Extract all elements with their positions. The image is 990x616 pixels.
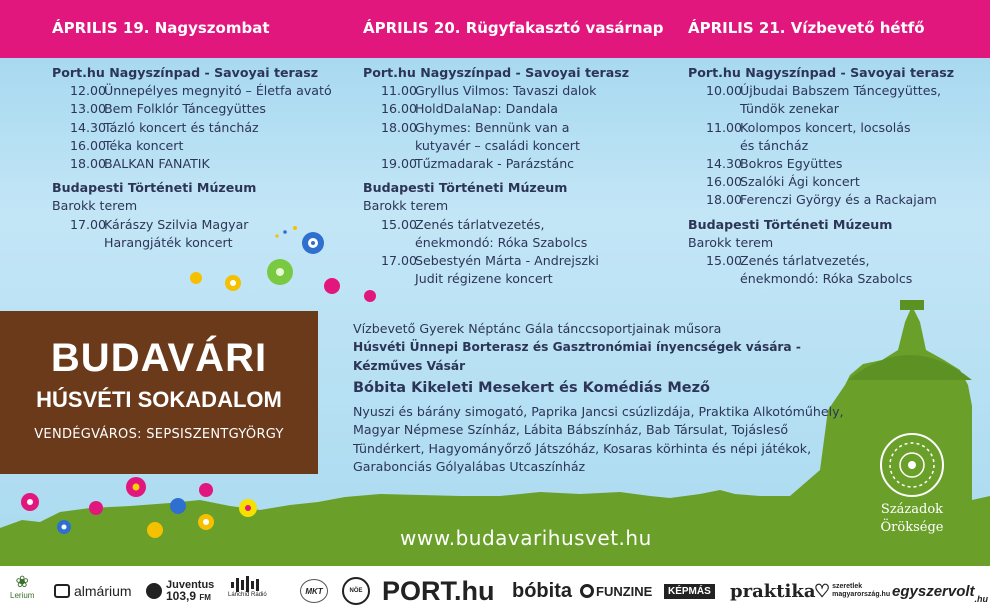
event-description [415, 100, 629, 118]
event-time: 18.00 [706, 192, 743, 208]
day2-stage-events [363, 82, 629, 173]
event-item [52, 216, 332, 252]
event-line: Tűzmadarak - Parázstánc [415, 156, 575, 172]
event-description [415, 216, 629, 252]
event-item [363, 252, 629, 288]
event-item [52, 82, 332, 100]
day2-venue-heading: Budapesti Történeti Múzeum [363, 180, 568, 196]
event-description [415, 119, 629, 155]
bobita-logo-icon: bóbita [512, 579, 572, 602]
event-description [740, 82, 954, 118]
event-time: 18.00 [70, 156, 107, 172]
sponsor-kepmas[interactable] [664, 578, 715, 604]
event-line: Szalóki Ági koncert [740, 174, 860, 190]
event-line: HoldDalaNap: Dandala [415, 101, 559, 117]
event-item [688, 82, 954, 118]
day3-venue-heading: Budapesti Történeti Múzeum [688, 216, 893, 232]
day1-venue-events [52, 216, 332, 252]
event-time: 16.00 [706, 174, 743, 190]
event-line: és táncház [740, 137, 809, 153]
day3-stage-heading: Port.hu Nagyszínpad - Savoyai terasz [688, 65, 955, 80]
day1-venue-heading: Budapesti Történeti Múzeum [52, 180, 257, 196]
event-item [363, 119, 629, 155]
day2-stage-heading: Port.hu Nagyszínpad - Savoyai terasz [363, 65, 630, 80]
day1-stage-heading: Port.hu Nagyszínpad - Savoyai terasz [52, 65, 319, 80]
sponsor-port-hu[interactable] [382, 575, 495, 606]
sponsor-praktika[interactable] [730, 578, 816, 604]
event-line: Judit régizene koncert [415, 271, 553, 287]
event-item [52, 119, 332, 137]
info-line-2: Húsvéti Ünnepi Borterasz és Gasztronómiai ínyencségek vására - Kézműves Vásár [353, 340, 801, 373]
seal-label-top: Századok [880, 502, 944, 517]
info-line-3: Bóbita Kikeleti Mesekert és Komédiás Mező [353, 379, 710, 396]
event-line: Zenés tárlatvezetés, [415, 216, 545, 232]
brand-subtitle: HÚSVÉTI SOKADALOM [36, 387, 282, 412]
event-description [740, 173, 954, 191]
event-description [104, 155, 332, 173]
event-line: Ünnepélyes megnyitó – Életfa avató [104, 83, 332, 99]
sponsor-noe[interactable] [342, 578, 370, 604]
port-logo-icon: PORT.hu [382, 575, 495, 606]
sponsor-bobita[interactable] [512, 578, 572, 604]
seal-label-bottom: Öröksége [880, 520, 944, 535]
day3-stage-events [688, 82, 954, 209]
sponsor-egyszervolt[interactable]: egyszervolt .hu [892, 582, 989, 604]
event-line: Bokros Együttes [740, 156, 843, 172]
event-line: Gryllus Vilmos: Tavaszi dalok [415, 83, 597, 99]
day2-venue-events [363, 216, 629, 289]
event-description [104, 216, 332, 252]
event-line: Kolompos koncert, locsolás [740, 119, 911, 135]
day1-stage-events [52, 82, 332, 173]
sponsor-juventus[interactable]: Juventus 103,9 FM [146, 578, 214, 604]
funzine-logo-icon [580, 584, 594, 598]
day2-room: Barokk terem [363, 198, 449, 214]
event-item [363, 216, 629, 252]
event-time: 19.00 [381, 156, 418, 172]
event-item [688, 252, 954, 288]
event-line: Téka koncert [104, 137, 184, 153]
event-item [688, 173, 954, 191]
sponsor-funzine[interactable]: FUNZINE [580, 578, 652, 604]
event-line: Ferenczi György és a Rackajam [740, 192, 937, 208]
event-time: 14.30 [706, 156, 743, 172]
event-line: Kárászy Szilvia Magyar [104, 216, 249, 232]
event-description [104, 82, 332, 100]
event-item [363, 155, 629, 173]
event-item [363, 100, 629, 118]
info-body-1: Nyuszi és bárány simogató, Paprika Jancsi csúzlizdája, Praktika Alkotóműhely, [353, 404, 844, 420]
event-time: 13.00 [70, 101, 107, 117]
day3-title: ÁPRILIS 21. Vízbevető hétfő [688, 19, 925, 37]
event-line: énekmondó: Róka Szabolcs [740, 271, 913, 287]
event-description [740, 155, 954, 173]
day1-room: Barokk terem [52, 198, 138, 214]
info-body-2: Magyar Népmese Színház, Lábita Bábszínház, Bab Társulat, Tojásleső [353, 422, 789, 438]
event-line: Harangjáték koncert [104, 234, 233, 250]
program-info [353, 320, 873, 476]
event-item [688, 191, 954, 209]
event-time: 18.00 [381, 119, 418, 135]
day2-column [363, 64, 629, 288]
event-item [52, 137, 332, 155]
praktika-logo-icon: praktika [730, 580, 816, 602]
event-line: Zenés tárlatvezetés, [740, 253, 870, 269]
event-description [415, 252, 629, 288]
event-line: BALKAN FANATIK [104, 156, 210, 172]
event-time: 17.00 [70, 216, 107, 232]
day1-title: ÁPRILIS 19. Nagyszombat [52, 19, 270, 37]
event-time: 12.00 [70, 83, 107, 99]
event-line: Ghymes: Bennünk van a [415, 119, 570, 135]
sponsor-szeretlek-magyarorszag[interactable]: ♡ szeretlek magyarország.hu [814, 580, 891, 601]
event-time: 11.00 [706, 119, 743, 135]
event-description [415, 82, 629, 100]
event-description [104, 119, 332, 137]
event-line: énekmondó: Róka Szabolcs [415, 234, 588, 250]
event-description [740, 119, 954, 155]
event-time: 16.00 [381, 101, 418, 117]
swirl-logo-icon: ❀ [15, 574, 29, 591]
info-body-3: Tündérkert, Hagyományőrző Játszóház, Kosaras körhinta és népi játékok, [353, 440, 812, 456]
event-time: 16.00 [70, 137, 107, 153]
website-link[interactable]: www.budavarihusvet.hu [400, 526, 652, 550]
sponsor-lerium[interactable]: ❀ Lerium [10, 574, 35, 600]
event-item [688, 155, 954, 173]
event-line: Tündök zenekar [740, 101, 839, 117]
event-time: 15.00 [706, 253, 743, 269]
day3-room: Barokk terem [688, 234, 774, 250]
event-item [688, 119, 954, 155]
event-line: kutyavér – családi koncert [415, 137, 580, 153]
event-description [104, 137, 332, 155]
event-description [104, 100, 332, 118]
kepmas-logo-icon: KÉPMÁS [664, 584, 715, 599]
juventus-radio-logo-icon [146, 583, 162, 599]
heart-logo-icon: ♡ [814, 580, 831, 601]
event-line: Sebestyén Márta - Andrejszki [415, 253, 599, 269]
sponsor-mkt[interactable] [300, 578, 328, 604]
event-line: Bem Folklór Táncegyüttes [104, 101, 266, 117]
event-time: 17.00 [381, 253, 418, 269]
event-line: Tázló koncert és táncház [104, 119, 259, 135]
info-body-4: Garabonciás Gólyalábas Utcaszínház [353, 459, 586, 475]
event-time: 14.30 [70, 119, 107, 135]
day1-column [52, 64, 332, 252]
day3-venue-events [688, 252, 954, 288]
noe-seal-icon: NÖE [342, 577, 370, 605]
event-time: 10.00 [706, 83, 743, 99]
soundwave-logo-icon [229, 576, 265, 592]
sponsor-almarium[interactable]: almárium [54, 578, 132, 604]
brand-title: BUDAVÁRI [50, 336, 268, 380]
event-line: Újbudai Babszem Táncegyüttes, [740, 83, 942, 99]
event-time: 15.00 [381, 216, 418, 232]
dome-lantern [900, 300, 924, 310]
event-description [740, 252, 954, 288]
day3-column [688, 64, 954, 288]
event-description [740, 191, 954, 209]
almarium-logo-icon [54, 584, 70, 598]
day2-title: ÁPRILIS 20. Rügyfakasztó vasárnap [363, 19, 664, 37]
sponsor-lanchid-radio[interactable]: Lánchíd Rádió [228, 576, 267, 602]
event-item [363, 82, 629, 100]
event-brand-box [0, 311, 318, 474]
event-time: 11.00 [381, 83, 418, 99]
mkt-logo-icon: MKT [300, 579, 328, 603]
event-description [415, 155, 629, 173]
guest-city: VENDÉGVÁROS: SEPSISZENTGYÖRGY [34, 427, 284, 442]
event-item [52, 155, 332, 173]
event-item [52, 100, 332, 118]
info-line-1: Vízbevető Gyerek Néptánc Gála tánccsoportjainak műsora [353, 321, 722, 336]
egyszervolt-logo-icon: egyszervolt [892, 582, 975, 600]
